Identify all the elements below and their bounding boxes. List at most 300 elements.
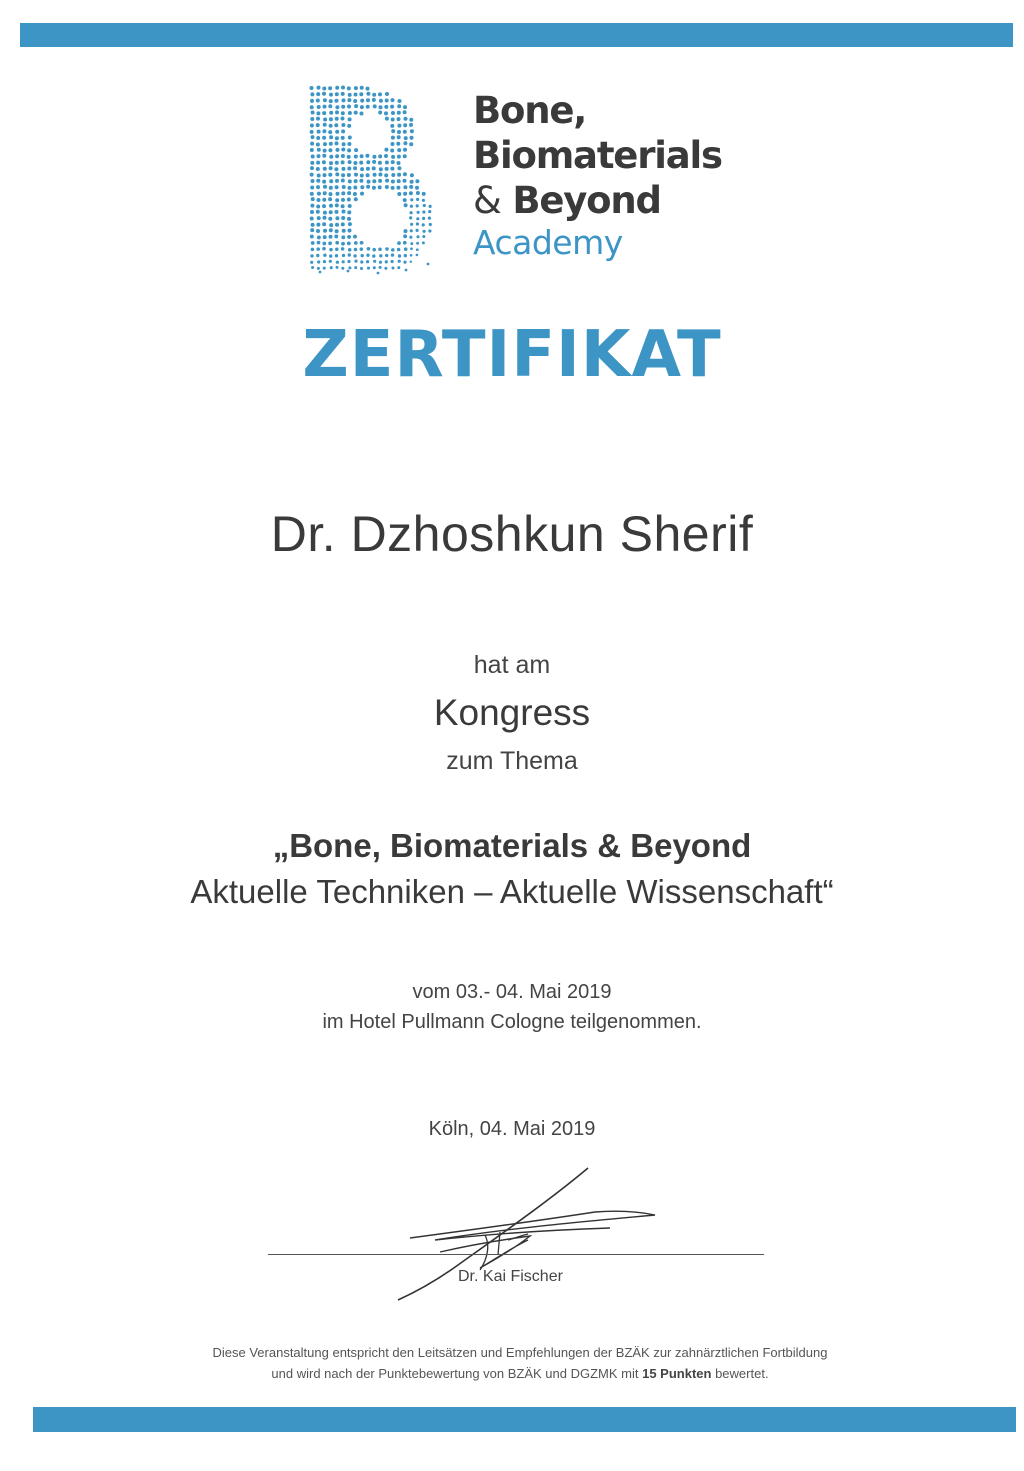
logo-dot bbox=[353, 186, 357, 190]
logo-dot bbox=[341, 123, 345, 127]
logo-dot bbox=[322, 92, 326, 96]
logo-dot bbox=[329, 155, 333, 159]
logo-dot bbox=[354, 197, 358, 201]
topic-title: „Bone, Biomaterials & Beyond bbox=[272, 827, 752, 864]
logo-dot bbox=[335, 130, 339, 134]
logo-dot bbox=[385, 179, 389, 183]
logo-dot bbox=[310, 261, 313, 264]
logo-dot bbox=[317, 174, 321, 178]
logo-line-biomaterials: Biomaterials bbox=[473, 134, 722, 177]
logo-dot bbox=[428, 229, 431, 232]
logo-dot bbox=[403, 198, 407, 202]
logo-dot bbox=[354, 93, 358, 97]
logo-dot bbox=[347, 142, 351, 146]
logo-dot bbox=[310, 173, 314, 177]
logo-dot bbox=[397, 124, 401, 128]
logo-dot bbox=[373, 266, 376, 269]
logo-dot bbox=[397, 148, 401, 152]
logo-dot bbox=[361, 254, 364, 257]
logo-dot bbox=[353, 235, 357, 239]
logo-dot bbox=[342, 229, 346, 233]
logo-dot bbox=[397, 104, 401, 108]
logo-dot bbox=[316, 123, 320, 127]
logo-dot bbox=[422, 217, 425, 220]
logo-dot bbox=[316, 136, 320, 140]
logo-dot bbox=[348, 160, 352, 164]
footer-note-line2 bbox=[0, 1366, 1024, 1381]
certificate-title: ZERTIFIKAT bbox=[302, 318, 722, 392]
logo-dot bbox=[417, 211, 420, 214]
logo-dot bbox=[335, 161, 339, 165]
logo-dot bbox=[329, 111, 333, 115]
logo-dot bbox=[422, 235, 425, 238]
logo-dot bbox=[391, 173, 395, 177]
logo-dot bbox=[319, 271, 322, 274]
logo-line-beyond bbox=[473, 178, 803, 223]
logo-dot bbox=[335, 110, 339, 114]
logo-dot bbox=[323, 267, 326, 270]
logo-dot bbox=[354, 111, 358, 115]
logo-dot bbox=[342, 142, 346, 146]
logo-dot bbox=[341, 247, 345, 251]
logo-dot bbox=[329, 99, 333, 103]
logo-dot bbox=[379, 99, 383, 103]
logo-dot bbox=[322, 136, 326, 140]
logo-dot bbox=[384, 105, 388, 109]
logo-dot bbox=[316, 99, 320, 103]
logo-dot bbox=[422, 241, 425, 244]
logo-dot bbox=[391, 155, 395, 159]
logo-dot bbox=[409, 236, 412, 239]
logo-dot bbox=[316, 92, 320, 96]
logo-dot bbox=[391, 98, 395, 102]
text-hat-am: hat am bbox=[473, 651, 551, 679]
logo-dot bbox=[323, 118, 327, 122]
logo-dot bbox=[316, 179, 320, 183]
logo-dot bbox=[322, 204, 326, 208]
logo-dot bbox=[335, 266, 338, 269]
logo-dot bbox=[329, 254, 332, 257]
logo-dot bbox=[341, 117, 345, 121]
logo-dot bbox=[322, 111, 326, 115]
logo-dot bbox=[335, 229, 339, 233]
logo-dot bbox=[359, 179, 363, 183]
logo-dot bbox=[391, 186, 395, 190]
logo-dot bbox=[323, 185, 327, 189]
logo-dot bbox=[409, 216, 412, 219]
logo-dot bbox=[422, 199, 425, 202]
logo-dot bbox=[335, 136, 339, 140]
logo-dot bbox=[342, 254, 345, 257]
logo-dot bbox=[397, 166, 401, 170]
logo-dot bbox=[378, 173, 382, 177]
logo-dot bbox=[385, 185, 389, 189]
logo-dot bbox=[335, 179, 339, 183]
logo-dot bbox=[390, 149, 394, 153]
footer-line2-pre: und wird nach der Punktebewertung von BZÄK und DGZMK mit bbox=[271, 1366, 643, 1381]
recipient-name: Dr. Dzhoshkun Sherif bbox=[270, 506, 754, 562]
logo-dot bbox=[366, 98, 370, 102]
logo-dot bbox=[409, 123, 413, 127]
logo-dot bbox=[409, 191, 413, 195]
logo-dot bbox=[384, 173, 388, 177]
logo-dot bbox=[404, 229, 408, 233]
logo-dot bbox=[316, 205, 320, 209]
logo-dot bbox=[360, 192, 364, 196]
logo-dot bbox=[403, 185, 407, 189]
logo-dot bbox=[422, 223, 425, 226]
logo-dot bbox=[403, 105, 407, 109]
logo-dot bbox=[367, 247, 371, 251]
logo-dot bbox=[359, 161, 363, 165]
logo-dot bbox=[416, 222, 419, 225]
logo-dot bbox=[348, 253, 351, 256]
logo-dot bbox=[323, 98, 327, 102]
logo-dot bbox=[385, 247, 389, 251]
logo-dot bbox=[335, 254, 338, 257]
logo-dot bbox=[360, 185, 364, 189]
logo-dot bbox=[378, 154, 382, 158]
logo-dot bbox=[403, 123, 407, 127]
logo-dot bbox=[360, 247, 364, 251]
logo-dot bbox=[335, 185, 339, 189]
logo-dot bbox=[317, 198, 321, 202]
logo-dot bbox=[397, 241, 401, 245]
logo-dot bbox=[342, 167, 346, 171]
logo-dot bbox=[329, 260, 332, 263]
logo-dot bbox=[323, 211, 327, 215]
logo-dot bbox=[379, 266, 382, 269]
logo-dot bbox=[347, 210, 351, 214]
logo-dot bbox=[384, 267, 387, 270]
logo-dot bbox=[323, 173, 327, 177]
logo-dot bbox=[360, 260, 363, 263]
logo-dot bbox=[328, 130, 332, 134]
logo-dot bbox=[391, 253, 394, 256]
logo-dot bbox=[323, 260, 326, 263]
logo-dot bbox=[372, 98, 376, 102]
logo-dot bbox=[428, 217, 431, 220]
logo-dot bbox=[409, 185, 413, 189]
logo-dot bbox=[334, 234, 338, 238]
logo-dot bbox=[317, 216, 321, 220]
logo-dot bbox=[366, 105, 370, 109]
logo-dot bbox=[348, 222, 352, 226]
logo-dot bbox=[360, 267, 363, 270]
logo-dot bbox=[403, 141, 407, 145]
logo-dot bbox=[329, 186, 333, 190]
logo-dot bbox=[378, 161, 382, 165]
logo-dot bbox=[372, 254, 375, 257]
logo-dot bbox=[323, 216, 327, 220]
logo-dot bbox=[416, 191, 420, 195]
logo-dot bbox=[335, 141, 339, 145]
logo-dot bbox=[360, 99, 364, 103]
logo-dot bbox=[329, 179, 333, 183]
logo-dot bbox=[310, 142, 314, 146]
logo-dot bbox=[341, 86, 345, 90]
logo-dot bbox=[397, 130, 401, 134]
logo-dot bbox=[322, 242, 326, 246]
logo-dot bbox=[341, 136, 345, 140]
logo-dot bbox=[378, 92, 382, 96]
logo-dot bbox=[334, 167, 338, 171]
logo-dot bbox=[336, 148, 340, 152]
logo-dot bbox=[311, 179, 315, 183]
logo-dot bbox=[328, 104, 332, 108]
logo-dot bbox=[329, 192, 333, 196]
logo-dot bbox=[316, 143, 320, 147]
logo-dot bbox=[348, 136, 352, 140]
logo-dot bbox=[397, 192, 401, 196]
logo-dot bbox=[310, 161, 314, 165]
logo-dot bbox=[391, 266, 394, 269]
logo-dot bbox=[366, 87, 370, 91]
logo-dot bbox=[404, 117, 408, 121]
logo-dot bbox=[373, 260, 376, 263]
logo-dot bbox=[398, 260, 401, 263]
logo-dot bbox=[354, 148, 358, 152]
topic-subtitle: Aktuelle Techniken – Aktuelle Wissenschaft“ bbox=[190, 873, 834, 910]
logo-dot bbox=[316, 111, 320, 115]
logo-dot bbox=[423, 230, 426, 233]
logo-dot bbox=[397, 161, 401, 165]
logo-dot bbox=[347, 124, 351, 128]
logo-dot bbox=[341, 242, 345, 246]
logo-dot bbox=[354, 173, 358, 177]
logo-dot bbox=[335, 248, 339, 252]
logo-dot bbox=[403, 148, 407, 152]
logo-dot bbox=[365, 154, 369, 158]
logo-dot bbox=[384, 111, 388, 115]
logo-dot bbox=[366, 167, 370, 171]
logo-dot bbox=[410, 229, 413, 232]
logo-dot bbox=[317, 192, 321, 196]
logo-dot bbox=[422, 192, 426, 196]
logo-dot bbox=[410, 180, 414, 184]
logo-dot bbox=[428, 210, 431, 213]
logo-dot bbox=[310, 228, 314, 232]
logo-dot bbox=[317, 105, 321, 109]
logo-dot bbox=[396, 142, 400, 146]
logo-dot bbox=[310, 186, 314, 190]
logo-dot bbox=[335, 216, 339, 220]
logo-dot bbox=[336, 261, 339, 264]
logo-dot bbox=[317, 241, 321, 245]
logo-dot bbox=[329, 235, 333, 239]
logo-dot bbox=[328, 197, 332, 201]
logo-dot bbox=[416, 254, 419, 257]
logo-dot bbox=[403, 179, 407, 183]
logo-dot bbox=[384, 148, 388, 152]
event-type: Kongress bbox=[433, 692, 591, 733]
logo-dot bbox=[372, 179, 376, 183]
dotted-b-logo-icon bbox=[308, 84, 444, 280]
logo-dot bbox=[409, 118, 413, 122]
logo-dot bbox=[330, 266, 333, 269]
logo-dot bbox=[410, 211, 413, 214]
logo-dot bbox=[353, 99, 357, 103]
logo-dot bbox=[354, 266, 357, 269]
logo-dot bbox=[390, 105, 394, 109]
logo-dot bbox=[404, 254, 407, 257]
logo-dot bbox=[347, 242, 351, 246]
logo-dot bbox=[372, 160, 376, 164]
logo-dot bbox=[335, 198, 339, 202]
logo-dot bbox=[317, 235, 321, 239]
logo-dot bbox=[378, 179, 382, 183]
logo-dot bbox=[310, 105, 314, 109]
top-accent-bar bbox=[20, 23, 1013, 47]
signature-line bbox=[268, 1254, 764, 1255]
logo-dot bbox=[329, 117, 333, 121]
logo-dot bbox=[405, 269, 408, 272]
logo-dot bbox=[310, 92, 314, 96]
logo-dot bbox=[323, 235, 327, 239]
logo-dot bbox=[354, 155, 358, 159]
logo-dot bbox=[391, 180, 395, 184]
logo-dot bbox=[348, 111, 352, 115]
logo-dot bbox=[429, 205, 432, 208]
logo-dot bbox=[403, 110, 407, 114]
logo-dot bbox=[317, 86, 321, 90]
logo-dot bbox=[341, 191, 345, 195]
logo-dot bbox=[310, 148, 314, 152]
logo-dot bbox=[379, 261, 382, 264]
logo-dot bbox=[341, 111, 345, 115]
logo-dot bbox=[366, 92, 370, 96]
logo-dot bbox=[335, 223, 339, 227]
logo-dot bbox=[329, 210, 333, 214]
logo-dot bbox=[379, 105, 383, 109]
logo-dot bbox=[317, 154, 321, 158]
logo-dot bbox=[360, 112, 364, 116]
logo-dot bbox=[310, 235, 314, 239]
logo-dot bbox=[429, 223, 432, 226]
logo-dot bbox=[403, 234, 407, 238]
logo-dot bbox=[398, 99, 402, 103]
logo-dot bbox=[353, 161, 357, 165]
logo-dot bbox=[335, 105, 339, 109]
logo-dot bbox=[341, 173, 345, 177]
logo-line-academy: Academy bbox=[473, 223, 623, 262]
logo-dot bbox=[322, 160, 326, 164]
logo-dot bbox=[360, 174, 364, 178]
logo-dot bbox=[360, 167, 364, 171]
logo-wordmark bbox=[473, 88, 803, 263]
logo-dot bbox=[359, 92, 363, 96]
logo-dot bbox=[373, 104, 377, 108]
logo-dot bbox=[385, 161, 389, 165]
logo-dot bbox=[397, 117, 401, 121]
logo-dot bbox=[322, 247, 326, 251]
footer-line2-post: bewertet. bbox=[711, 1366, 769, 1381]
logo-dot bbox=[341, 222, 345, 226]
logo-dot bbox=[416, 242, 419, 245]
logo-dot bbox=[403, 192, 407, 196]
logo-dot bbox=[404, 203, 408, 207]
logo-dot bbox=[385, 254, 388, 257]
signer-name: Dr. Kai Fischer bbox=[458, 1268, 563, 1285]
logo-dot bbox=[354, 104, 358, 108]
logo-dot bbox=[385, 117, 389, 121]
logo-dot bbox=[360, 105, 364, 109]
logo-dot bbox=[316, 229, 320, 233]
logo-dot bbox=[329, 161, 333, 165]
logo-dot bbox=[317, 260, 320, 263]
logo-dot bbox=[329, 93, 333, 97]
logo-dot bbox=[367, 180, 371, 184]
logo-dot bbox=[322, 222, 326, 226]
logo-dot bbox=[322, 129, 326, 133]
logo-dot bbox=[348, 93, 352, 97]
logo-dot bbox=[310, 217, 314, 221]
logo-dot bbox=[311, 197, 315, 201]
logo-dot bbox=[316, 210, 320, 214]
logo-dot bbox=[341, 154, 345, 158]
logo-dot bbox=[328, 241, 332, 245]
logo-dot bbox=[372, 248, 376, 252]
logo-dot bbox=[341, 129, 345, 133]
logo-dot bbox=[341, 179, 345, 183]
logo-dot bbox=[391, 142, 395, 146]
logo-dot bbox=[311, 241, 315, 245]
logo-dot bbox=[341, 198, 345, 202]
logo-dot bbox=[341, 105, 345, 109]
logo-dot bbox=[366, 260, 369, 263]
logo-dot bbox=[329, 166, 333, 170]
logo-dot bbox=[377, 272, 380, 275]
logo-dot bbox=[373, 173, 377, 177]
logo-dot bbox=[329, 124, 333, 128]
logo-dot bbox=[410, 247, 413, 250]
logo-dot bbox=[366, 160, 370, 164]
logo-dot bbox=[409, 142, 413, 146]
logo-dot bbox=[416, 204, 419, 207]
logo-dot bbox=[329, 135, 333, 139]
logo-dot bbox=[342, 210, 346, 214]
logo-dot bbox=[335, 203, 339, 207]
logo-dot bbox=[403, 130, 407, 134]
logo-dot bbox=[348, 179, 352, 183]
logo-dot bbox=[310, 99, 314, 103]
logo-dot bbox=[311, 111, 315, 115]
logo-dot bbox=[415, 179, 419, 183]
logo-beyond: Beyond bbox=[512, 179, 661, 222]
logo-dot bbox=[397, 179, 401, 183]
logo-dot bbox=[354, 259, 357, 262]
logo-dot bbox=[347, 173, 351, 177]
logo-dot bbox=[329, 248, 333, 252]
logo-dot bbox=[323, 167, 327, 171]
logo-dot bbox=[410, 254, 413, 257]
logo-dot bbox=[310, 124, 314, 128]
logo-dot bbox=[341, 216, 345, 220]
logo-dot bbox=[335, 99, 339, 103]
logo-dot bbox=[416, 235, 419, 238]
logo-dot bbox=[322, 198, 326, 202]
logo-dot bbox=[410, 129, 414, 133]
logo-dot bbox=[323, 123, 327, 127]
logo-dot bbox=[329, 228, 333, 232]
logo-dot bbox=[410, 136, 414, 140]
logo-dot bbox=[316, 247, 320, 251]
logo-dot bbox=[311, 135, 315, 139]
logo-dot bbox=[347, 191, 351, 195]
logo-dot bbox=[323, 229, 327, 233]
logo-dot bbox=[335, 210, 339, 214]
logo-dot bbox=[372, 93, 376, 97]
